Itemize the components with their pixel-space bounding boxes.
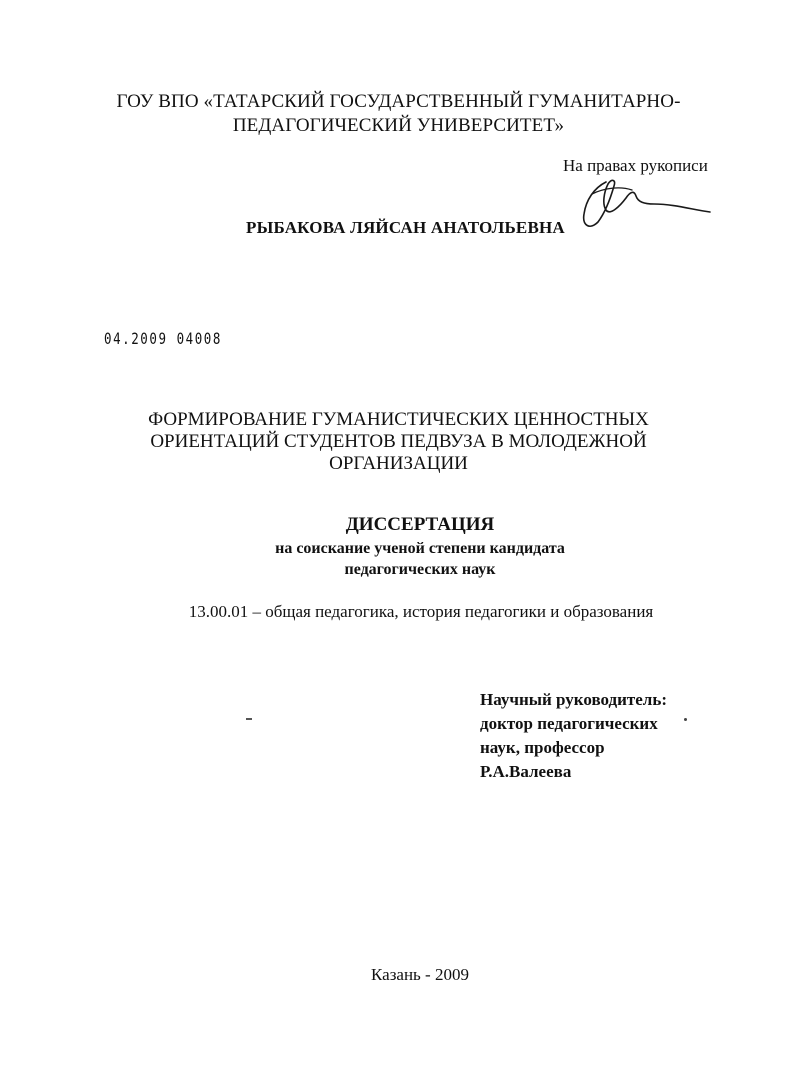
institution-header xyxy=(0,90,797,138)
scan-artifact xyxy=(246,718,252,720)
supervisor-label: Научный руководитель: xyxy=(480,690,667,709)
supervisor-block xyxy=(480,688,667,784)
institution-line-1: ГОУ ВПО «ТАТАРСКИЙ ГОСУДАРСТВЕННЫЙ ГУМАНИТАРНО- xyxy=(116,91,681,112)
document-type: ДИССЕРТАЦИЯ xyxy=(345,514,495,535)
scan-artifact-dot xyxy=(684,718,687,721)
registration-number: 04.2009 04008 xyxy=(104,329,222,348)
institution-line-2: ПЕДАГОГИЧЕСКИЙ УНИВЕРСИТЕТ» xyxy=(232,115,565,136)
thesis-title-line-3: ОРГАНИЗАЦИИ xyxy=(329,453,468,474)
supervisor-title-line-2: наук, профессор xyxy=(480,738,605,757)
thesis-title-line-1: ФОРМИРОВАНИЕ ГУМАНИСТИЧЕСКИХ ЦЕННОСТНЫХ xyxy=(148,409,649,430)
thesis-title xyxy=(0,409,797,475)
thesis-title-line-2: ОРИЕНТАЦИЙ СТУДЕНТОВ ПЕДВУЗА В МОЛОДЕЖНОЙ xyxy=(150,431,647,452)
author-name: РЫБАКОВА ЛЯЙСАН АНАТОЛЬЕВНА xyxy=(246,218,565,237)
supervisor-title-line-1: доктор педагогических xyxy=(480,714,658,733)
degree-line-1: на соискание ученой степени кандидата xyxy=(275,540,565,557)
supervisor-name: Р.А.Валеева xyxy=(480,762,572,781)
degree-line-2: педагогических наук xyxy=(344,561,496,578)
specialty-code: 13.00.01 – общая педагогика, история педагогики и образования xyxy=(188,602,654,621)
city-year: Казань - 2009 xyxy=(371,965,469,984)
manuscript-note: На правах рукописи xyxy=(563,156,708,175)
